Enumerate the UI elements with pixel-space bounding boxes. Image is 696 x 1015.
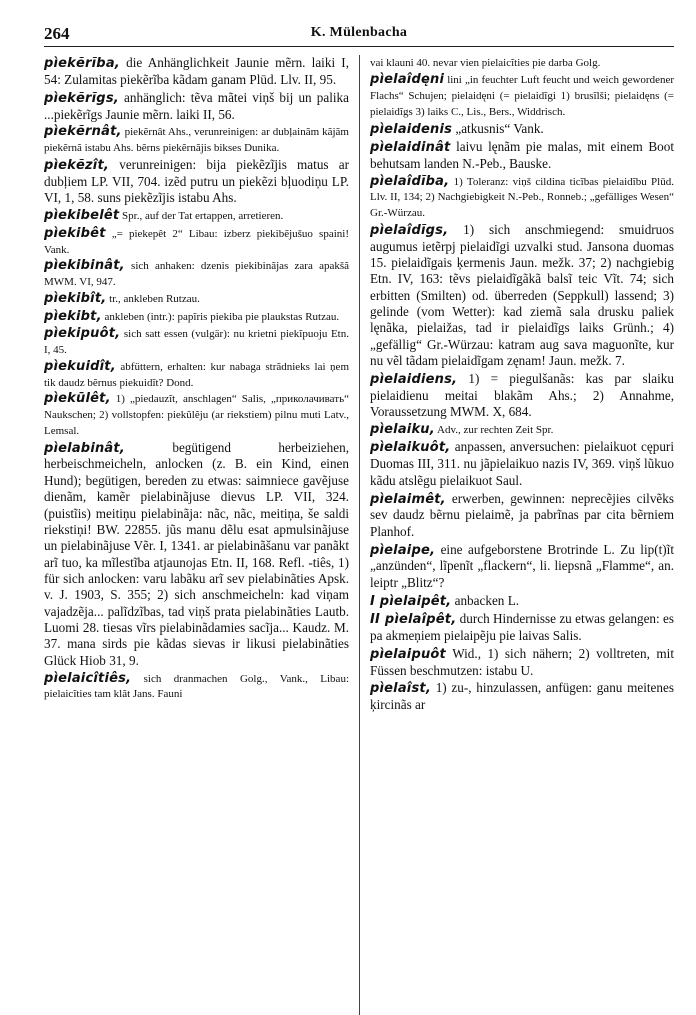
- dictionary-entry: [44, 90, 349, 123]
- dictionary-entry: [370, 491, 674, 541]
- two-column-body: [44, 55, 674, 1015]
- entry-headword: pìelaidenis: [370, 121, 453, 137]
- dictionary-entry: [44, 309, 349, 325]
- dictionary-entry: [44, 208, 349, 224]
- entry-definition: 1) zu-, hinzulassen, anfügen: ganu meitenes ķircinãs ar: [370, 680, 674, 713]
- dictionary-entry: [370, 646, 674, 679]
- entry-definition: „= piekepêt 2“ Libau: izberz piekibẽjušuo spaini! Vank.: [44, 227, 349, 256]
- entry-definition: „atkusnis“ Vank.: [452, 120, 544, 136]
- entry-headword: pìelaîdĩgs,: [370, 222, 449, 238]
- entry-definition: erwerben, gewinnen: neprecẽjies cilvẽks sev daudz bẽrnu pielaimẽ, ja pabrĩnas par cita bẽrniem Planhof.: [370, 490, 674, 539]
- dictionary-entry: [44, 440, 349, 670]
- entry-definition: 1) „piedauzĩt, anschlagen“ Salis, „приколачивать“ Naukschen; 2) vollstopfen: piekũlẽju (ar riekstiem) pilnu muti Latv., Lemsal.: [44, 393, 349, 437]
- entry-definition: tr., ankleben Rutzau.: [106, 293, 200, 306]
- entry-headword: pìekipuôt,: [44, 325, 121, 341]
- entry-definition: eine aufgeborstene Brotrinde L. Zu lip(t)ĩt „anzünden“, lĩpenĩt „flackern“, li. liepsnã „Flamme“, an. leiptr „Blitz“?: [370, 541, 674, 590]
- entry-headword: I pìelaipêt,: [370, 593, 452, 609]
- entry-headword: pìekūlêt,: [44, 391, 111, 407]
- entry-definition: lini „in feuchter Luft feucht und weich gewordener Flachs“ Schujen; pielaidęni (= pielaidĩgi 1) brusĩlši; pielaidęns (= pielaidĩgs 3) laiks C., Lis., Bers., Widdrisch.: [370, 74, 674, 118]
- entry-definition: durch Hindernisse zu etwas gelangen: es pa akmeņiem pielaipẽju pie laivas Salis.: [370, 611, 674, 643]
- entry-headword: pìelaîdęni: [370, 72, 445, 88]
- page-header: [44, 22, 674, 47]
- entry-headword: pìekibît,: [44, 291, 107, 307]
- entry-definition: anbacken L.: [451, 592, 520, 608]
- entry-headword: pìelaiku,: [370, 422, 435, 438]
- entry-headword: pìekibt,: [44, 308, 102, 324]
- entry-definition: sich satt essen (vulgär): nu krietni piekĩpuoju Etn. I, 45.: [44, 327, 349, 356]
- entry-headword: pìekuidît,: [44, 358, 116, 374]
- entry-definition: ankleben (intr.): papĩris piekiba pie plaukstas Rutzau.: [101, 310, 340, 323]
- entry-headword: pìelaîst,: [370, 681, 431, 697]
- entry-definition: 1) Toleranz: viņš cildina ticĩbas pielaidĩbu Plūd. Llv. II, 134; 2) Nachgiebigkeit N.-Peb., Ronneb.; „gefälliges Wesen“ Gr.-Würzau.: [370, 175, 674, 219]
- right-column: [359, 55, 674, 1015]
- dictionary-entry: [370, 139, 674, 172]
- entry-headword: pìelabinât,: [44, 440, 125, 456]
- entry-headword: pìelaimêt,: [370, 491, 446, 507]
- entry-definition: abfüttern, erhalten: kur nabaga strãdnieks lai ņem tik daudz bẽrnus piekuidĩt? Dond.: [44, 360, 349, 389]
- entry-headword: pìekibêt: [44, 225, 106, 241]
- dictionary-entry: [44, 291, 349, 307]
- entry-definition: piekẽrnât Ahs., verunreinigen: ar dubļainãm kãjãm piekẽrnã istabu Ahs. bẽrns piekẽrnãjis bikses Dunika.: [44, 126, 349, 155]
- entry-headword: pìekẽrĩgs,: [44, 90, 119, 106]
- entry-definition: 1) = piegulšanãs: kas par slaiku pielaidienu meitai blakãm Ahs.; 2) Annahme, Voraussetzung MWM. X, 684.: [370, 371, 674, 420]
- left-column: [44, 55, 359, 1015]
- entry-definition: verunreinigen: bija piekẽzĩjis matus ar dubļiem LP. VII, 704. izẽd putru un piekẽzi bļuodiņu LP. VI, 1, 58. suns piekẽzĩjis istabu Ahs.: [44, 157, 349, 206]
- entry-headword: pìelaikuôt,: [370, 440, 451, 456]
- dictionary-entry: [370, 55, 674, 71]
- entry-definition: die Anhänglichkeit Jaunie mẽrn. laiki I, 54: Zulamitas piekẽrĩba kãdam ganam Plūd. Llv. II, 95.: [44, 55, 349, 87]
- dictionary-entry: [370, 222, 674, 370]
- entry-definition: Spr., auf der Tat ertappen, arretieren.: [119, 210, 284, 223]
- entry-headword: pìelaipe,: [370, 542, 436, 558]
- entry-headword: pìekẽrnât,: [44, 124, 122, 140]
- entry-definition: 1) sich anschmiegend: smuidruos augumus ietẽrpj pielaidĩgi uzvalki stud. Jansona duomas 15. pielaidĩgais ķermenis Jaun. mežk. 37; 2) nachgiebig Etn. IV, 163: tẽvs pielaidĩgãkã balsĩ teic Vĩt. 74; sich erbitten (Smilten) od. überreden (Seppkull) lassend; 3) gelinde (vom Wetter): kad ziemã sala drusku paliek lęnãka, pielaižas, tad ir pielaidĩgs laiks Grünh.; 4) „gefällig“ Gr.-Würzau: katram aug sava maguonĩte, kur nu vẽl tãdam pielaidĩgam zęnam! Jaun. mežk. 7.: [370, 221, 674, 369]
- entry-definition: anpassen, anversuchen: pielaikuot cępuri Duomas III, 311. nu jãpielaikuo nazis IV, 369. viņš lũkuo kãdu atslẽgu pielaikuot Saul.: [370, 439, 674, 488]
- dictionary-entry: [370, 72, 674, 119]
- entry-definition: Wid., 1) sich nähern; 2) volltreten, mit Füssen beschmutzen: istabu U.: [370, 645, 674, 678]
- entry-headword: pìelaidiens,: [370, 372, 458, 388]
- dictionary-entry: [44, 258, 349, 289]
- dictionary-entry: [370, 439, 674, 489]
- dictionary-entry: [44, 391, 349, 438]
- dictionary-entry: [44, 359, 349, 390]
- page-number: 264: [44, 24, 70, 43]
- entry-definition: vai klauni 40. nevar vien pielaicĩties pie darba Golg.: [370, 57, 601, 69]
- dictionary-entry: [370, 422, 674, 438]
- dictionary-entry: [370, 371, 674, 421]
- dictionary-entry: [370, 542, 674, 592]
- entry-definition: sich anhaken: dzenis piekibinãjas zara apakšã MWM. VI, 947.: [44, 260, 349, 289]
- dictionary-entry: [44, 124, 349, 155]
- entry-headword: pìekẽrĩba,: [44, 56, 120, 71]
- entry-headword: pìekẽzît,: [44, 158, 110, 174]
- entry-definition: begütigend herbeiziehen, herbeischmeicheln, anlocken (z. B. ein Kind, einen Hund); begütigen, bereden zu etwas: saimniece gavẽjuse dienãm, kamẽr pielabinãjuse dievus LP. VII, 324. (puistĩis) meitiņu pielabinãja: nãc, nãc, meitiņa, še saldi riekstiņi! BW. 22855. jũs manu dẽlu esat apmulsinãjuse un pielabinãjuse Vẽr. I, 1341. ar pielabinãšanu var panãkt arĩ tuo, ka mĩlestĩba atjaunojas Etn. II, 168. Refl. -tiês, 1) für sich anlocken: varu labãku arĩ sev pielabinãties Apsk. v. J. 1903, S. 355; 2) sich anschmeicheln: kad viņam vajadzẽja... palĩdzĩbas, tad viņš prata pielabinãties Lautb. Luomi 28. tiesas vĩrs pielabinãdamies sacĩja... Kaudz. M. 37. mana sirds pie kãdas sievas ir likusi pielabinãties Glück Hiob 31, 9.: [44, 439, 349, 668]
- dictionary-entry: [44, 671, 349, 702]
- running-head: K. Mülenbacha: [310, 25, 408, 40]
- dictionary-entry: [44, 157, 349, 207]
- dictionary-entry: [370, 593, 674, 610]
- entry-definition: sich dranmachen Golg., Vank., Libau: pielaicĩties tam klãt Jans. Fauni: [44, 672, 349, 701]
- entry-headword: pìekibinât,: [44, 258, 125, 274]
- entry-definition: laivu lęnãm pie malas, mit einem Boot behutsam landen N.-Peb., Bauske.: [370, 138, 674, 171]
- entry-headword: pìelaîdĩba,: [370, 173, 450, 189]
- entry-headword: pìelaipuôt: [370, 646, 446, 662]
- dictionary-entry: [370, 121, 674, 138]
- entry-headword: II pìelaîpêt,: [370, 612, 457, 628]
- entry-headword: pìelaicîtiês,: [44, 670, 132, 686]
- dictionary-entry: [44, 226, 349, 257]
- entry-headword: pìelaidinât: [370, 139, 451, 155]
- entry-headword: pìekibelêt: [44, 208, 120, 224]
- dictionary-entry: [370, 680, 674, 713]
- entry-definition: anhänglich: tẽva mãtei viņš bij un palika ...piekẽrĩgs Jaunie mẽrn. laiki II, 56.: [44, 89, 349, 122]
- entry-definition: Adv., zur rechten Zeit Spr.: [434, 424, 554, 437]
- dictionary-entry: [370, 611, 674, 644]
- dictionary-entry: [44, 55, 349, 88]
- dictionary-entry: [44, 326, 349, 357]
- dictionary-entry: [370, 174, 674, 221]
